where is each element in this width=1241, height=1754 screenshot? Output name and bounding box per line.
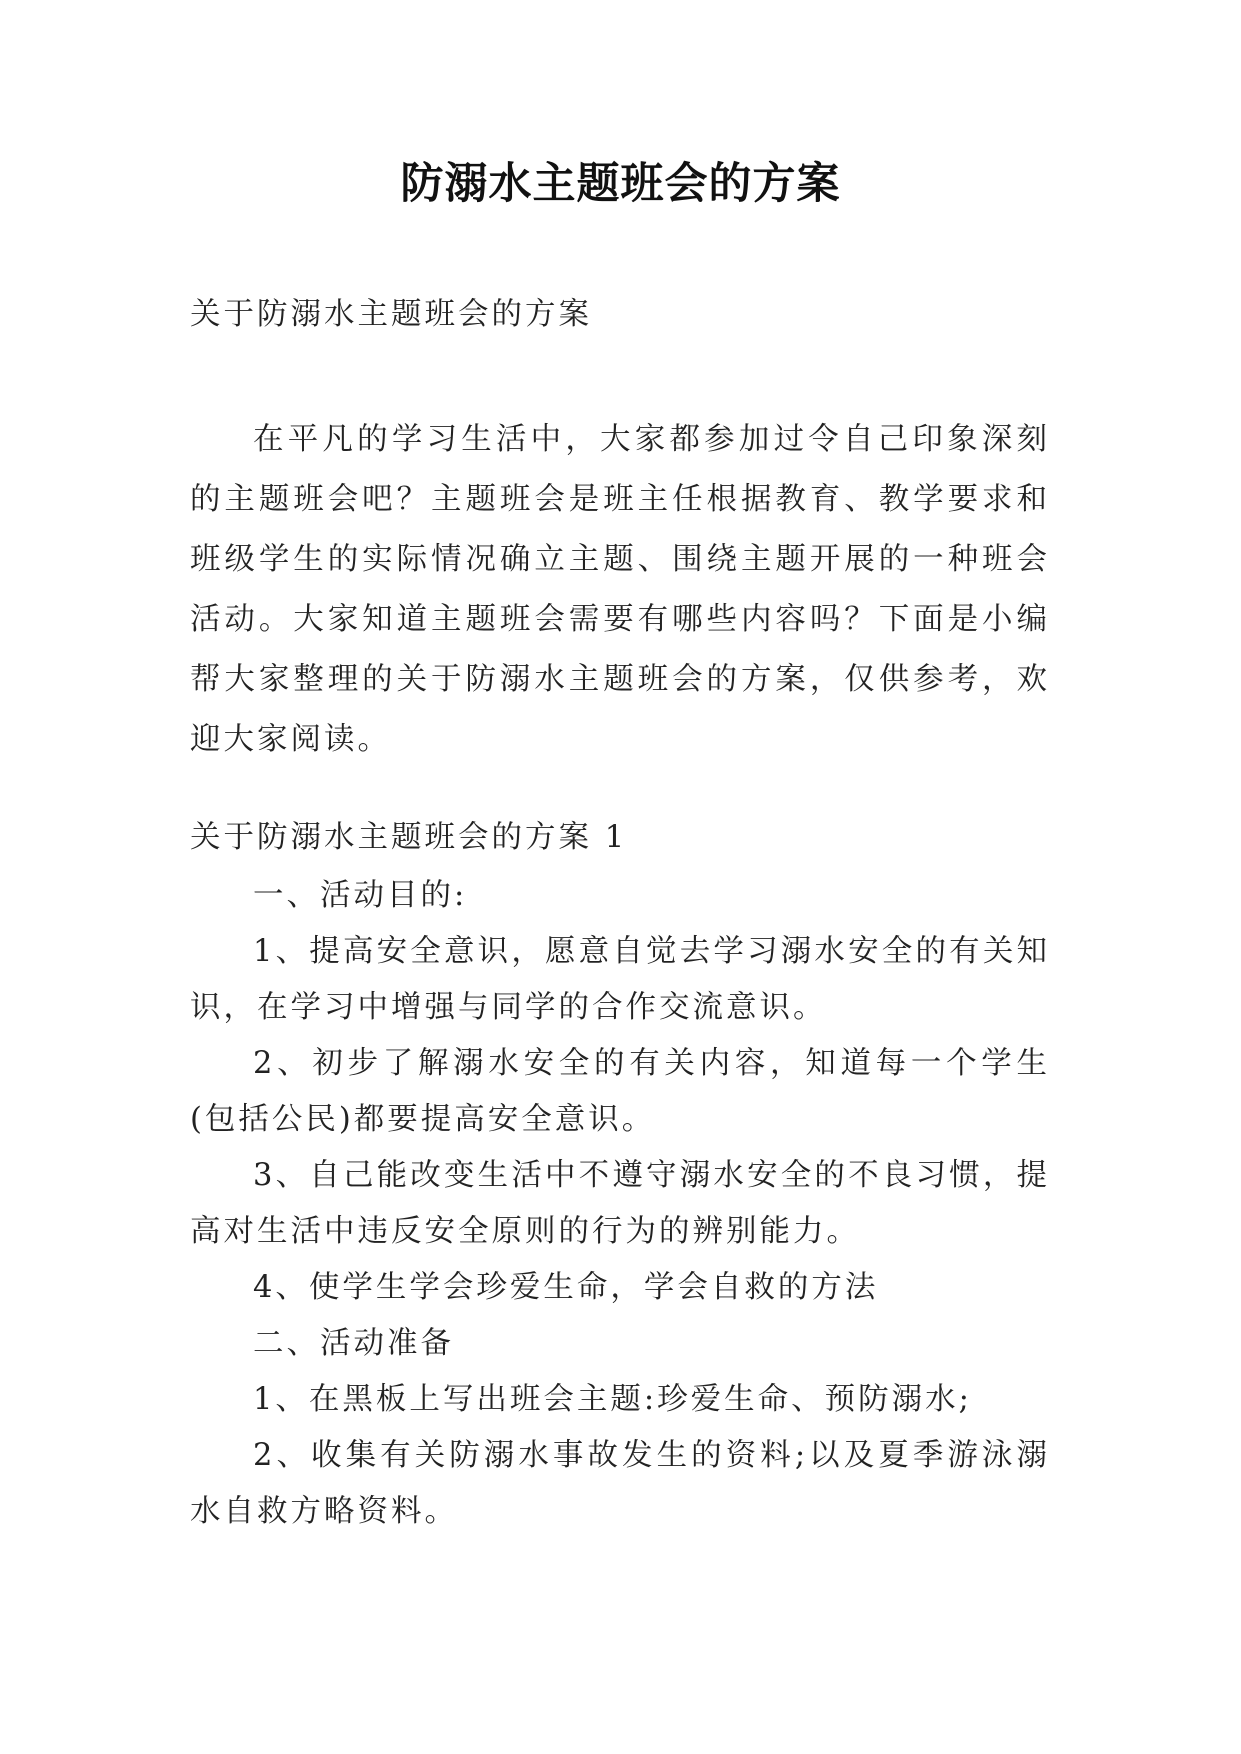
objective-item: 1、提高安全意识，愿意自觉去学习溺水安全的有关知识，在学习中增强与同学的合作交流意识。 [190,934,1050,1025]
objective-item: 2、初步了解溺水安全的有关内容，知道每一个学生(包括公民)都要提高安全意识。 [190,1046,1050,1137]
objective-item: 4、使学生学会珍爱生命，学会自救的方法 [253,1270,879,1305]
section-heading-preparation: 二、活动准备 [253,1326,454,1361]
plan-body [190,868,1050,1540]
section-heading-objectives: 一、活动目的: [253,878,468,913]
document-subtitle: 关于防溺水主题班会的方案 [190,297,592,332]
document-title: 防溺水主题班会的方案 [400,159,841,209]
preparation-item: 2、收集有关防溺水事故发生的资料;以及夏季游泳溺水自救方略资料。 [190,1438,1050,1529]
preparation-item: 1、在黑板上写出班会主题:珍爱生命、预防溺水; [253,1382,972,1417]
plan-heading: 关于防溺水主题班会的方案 1 [190,820,628,855]
intro-paragraph: 在平凡的学习生活中，大家都参加过令自己印象深刻的主题班会吧？主题班会是班主任根据教育、教学要求和班级学生的实际情况确立主题、围绕主题开展的一种班会活动。大家知道主题班会需要有哪些内容吗？下面是小编帮大家整理的关于防溺水主题班会的方案，仅供参考，欢迎大家阅读。 [190,422,1050,757]
objective-item: 3、自己能改变生活中不遵守溺水安全的不良习惯，提高对生活中违反安全原则的行为的辨别能力。 [190,1158,1050,1249]
